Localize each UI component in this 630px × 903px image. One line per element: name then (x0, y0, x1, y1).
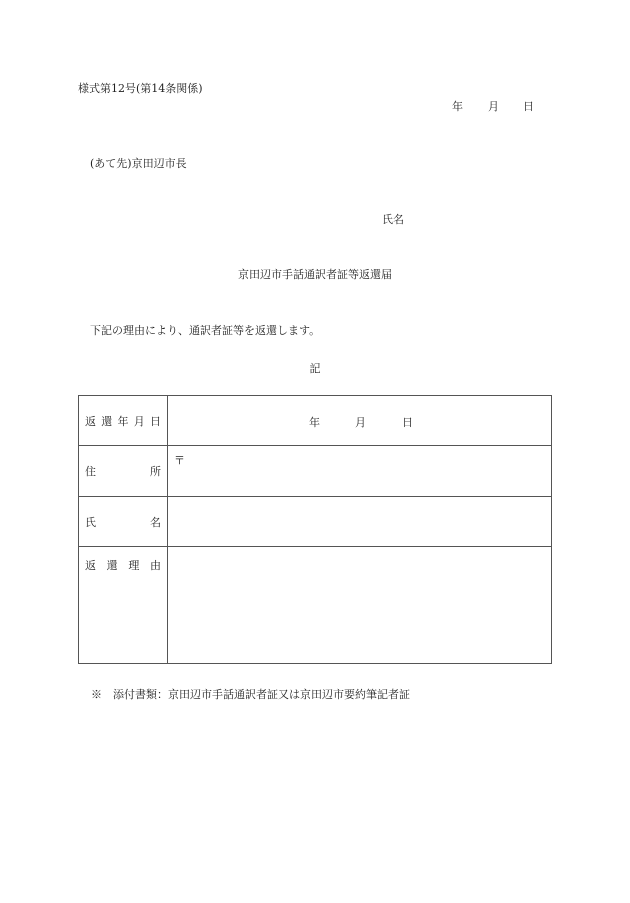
return-form-table (78, 395, 552, 664)
return-date-month: 月 (355, 416, 366, 429)
table-row-address (79, 446, 552, 497)
return-date-field[interactable] (168, 396, 552, 446)
header-date-month: 月 (488, 100, 499, 113)
addressee: (あて先)京田辺市長 (90, 157, 187, 170)
form-number: 様式第12号(第14条関係) (78, 82, 203, 95)
table-row-name (79, 497, 552, 547)
header-date-day: 日 (523, 100, 534, 113)
table-row-return-date (79, 396, 552, 446)
return-date-year: 年 (309, 416, 320, 429)
label-name: 氏 名 (79, 497, 168, 547)
applicant-name-label: 氏名 (382, 213, 404, 226)
label-return-date: 返 還 年 月 日 (79, 396, 168, 446)
body-text: 下記の理由により、通訳者証等を返還します。 (90, 324, 321, 337)
label-address: 住 所 (79, 446, 168, 497)
document-title: 京田辺市手話通訳者証等返還届 (238, 268, 392, 281)
header-date-year: 年 (452, 100, 463, 113)
address-field[interactable] (168, 446, 552, 497)
ki-heading: 記 (309, 362, 321, 375)
table-row-reason (79, 547, 552, 664)
attachment-note: ※ 添付書類：京田辺市手話通訳者証又は京田辺市要約筆記者証 (91, 688, 410, 701)
label-reason: 返 還 理 由 (79, 547, 168, 664)
return-date-day: 日 (402, 416, 413, 429)
reason-field[interactable] (168, 547, 552, 664)
postal-mark: 〒 (174, 454, 185, 467)
name-field[interactable] (168, 497, 552, 547)
